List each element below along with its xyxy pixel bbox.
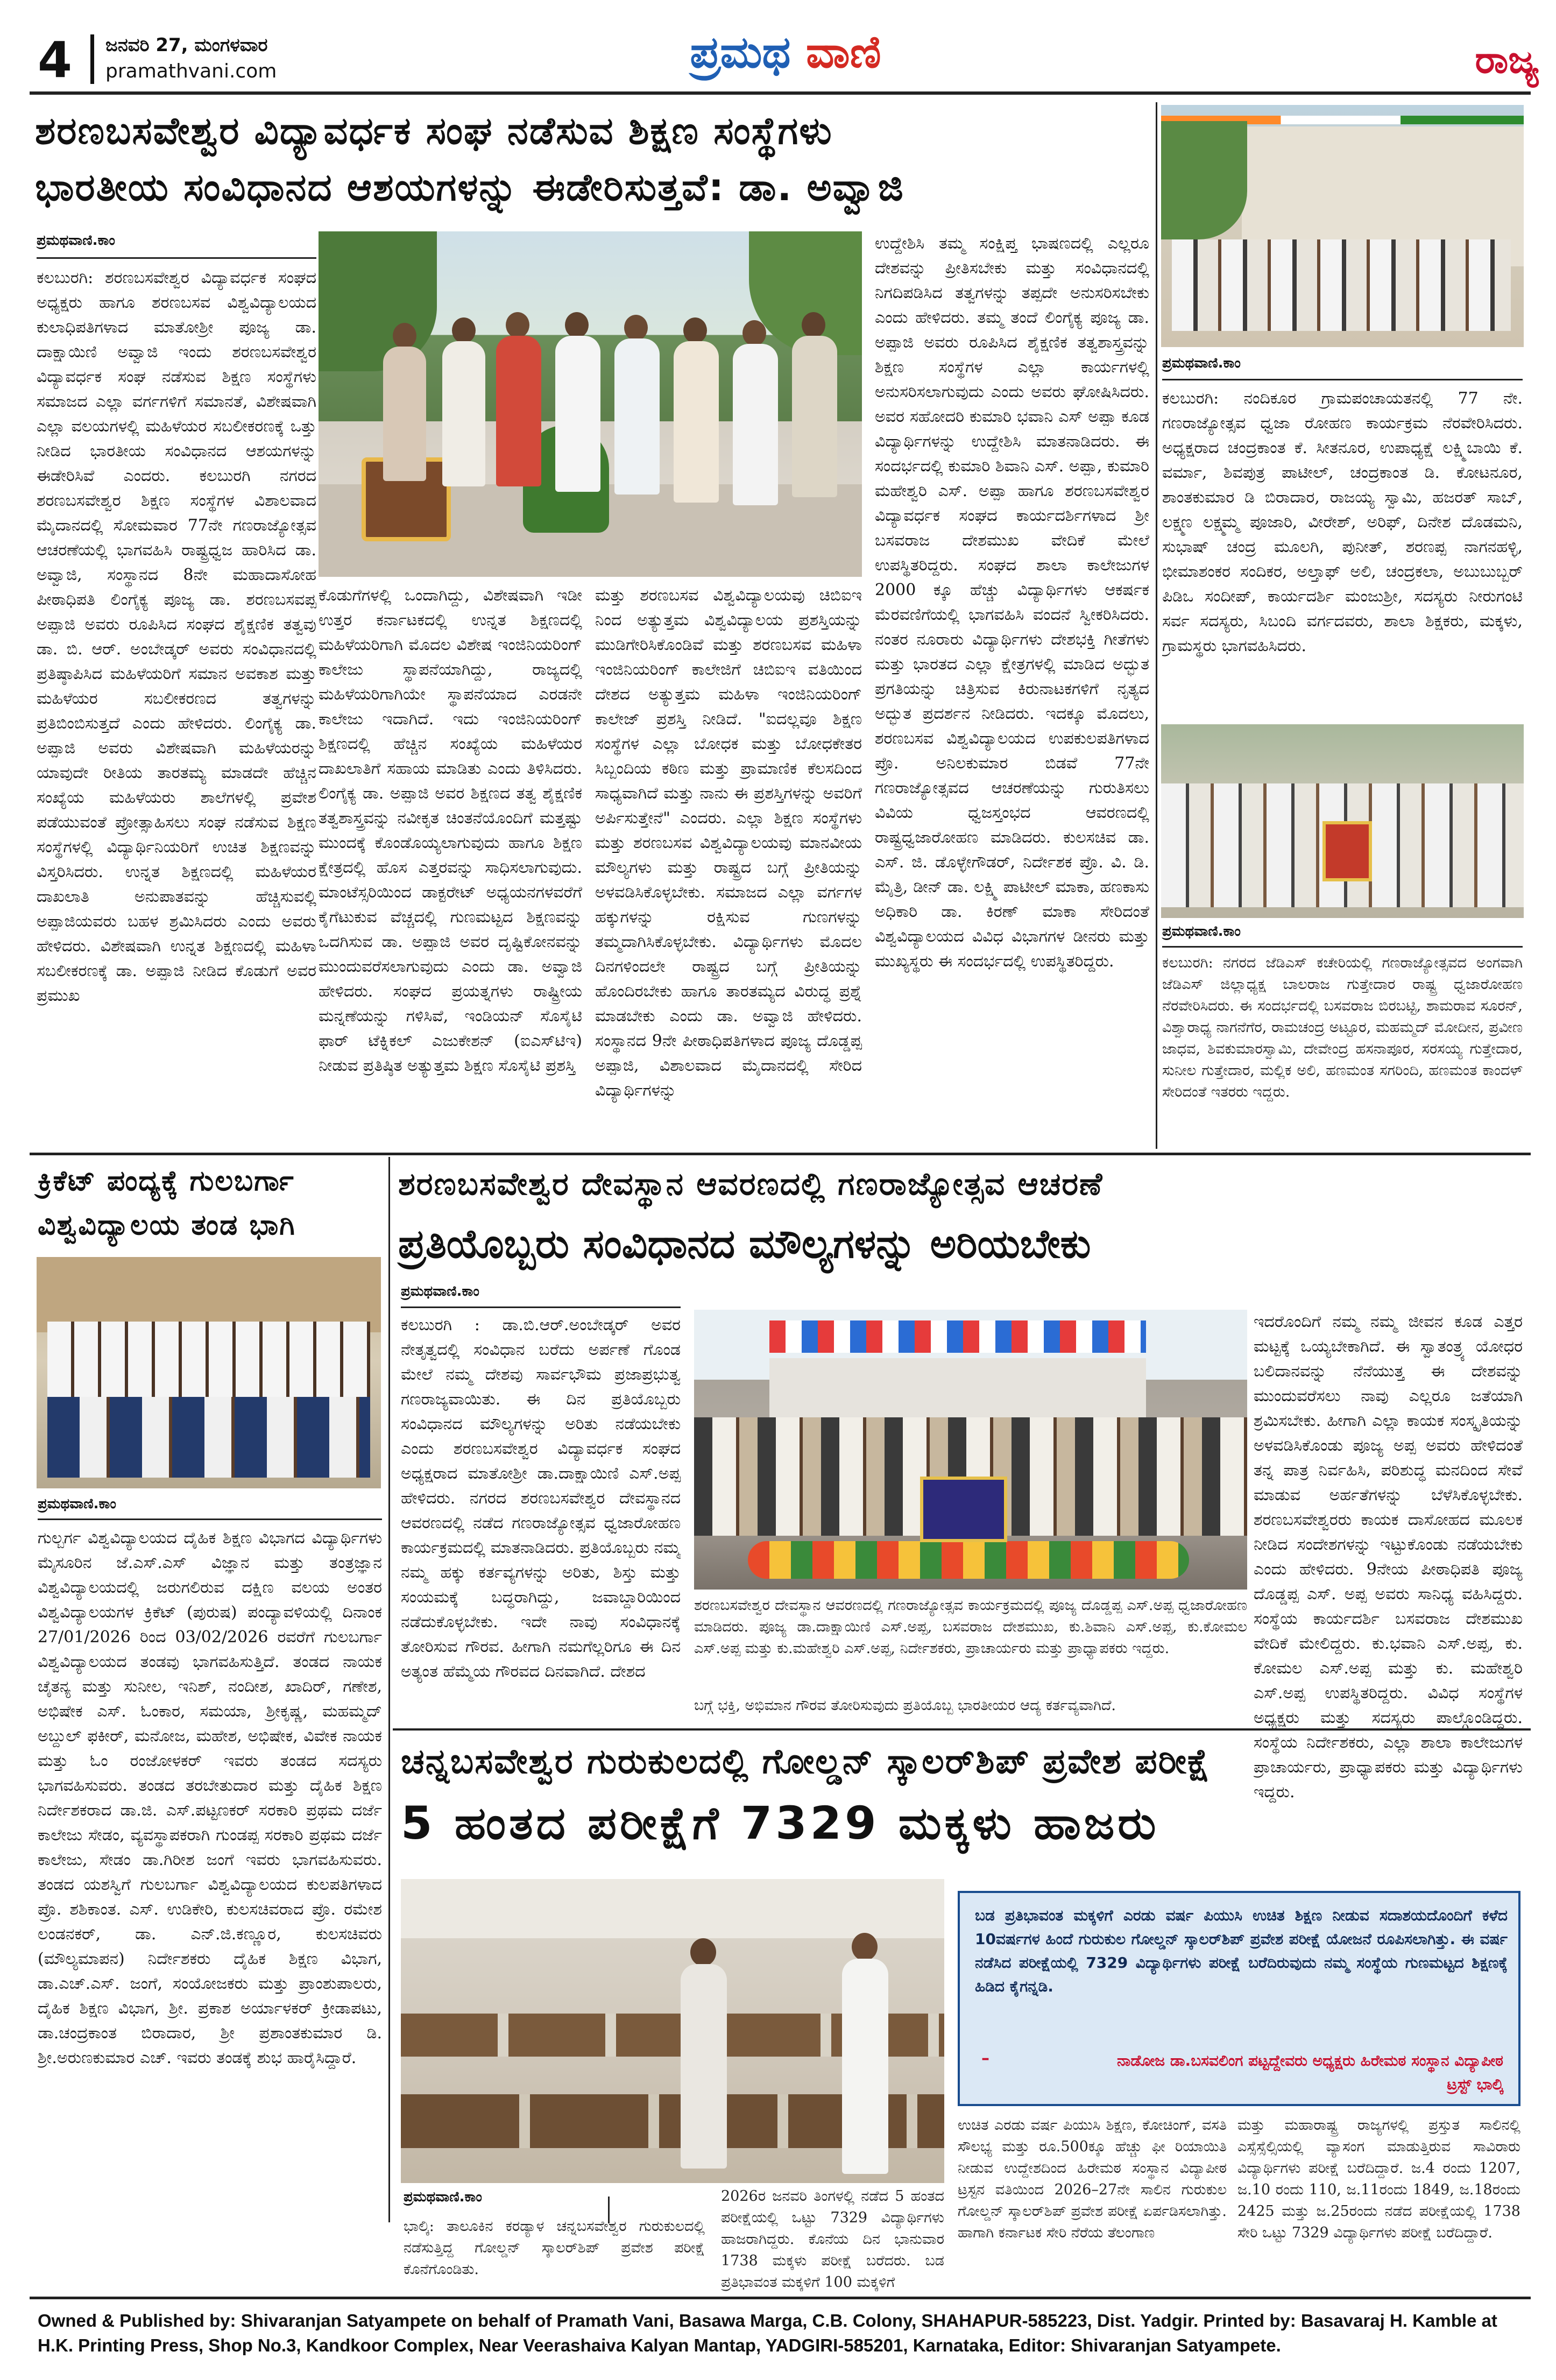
credit-rule xyxy=(1162,946,1523,948)
story4-headline-line2: ವಿಶ್ವವಿದ್ಯಾಲಯ ತಂಡ ಭಾಗಿ xyxy=(38,1209,296,1241)
column-divider xyxy=(1156,102,1157,1149)
story1-col2: ಕೊಡುಗೆಗಳಲ್ಲಿ ಒಂದಾಗಿದ್ದು, ವಿಶೇಷವಾಗಿ ಇಡೀ ಉತ್ತರ ಕರ್ನಾಟಕದಲ್ಲಿ ಉನ್ನತ ಶಿಕ್ಷಣದಲ್ಲಿ ಮಹಿಳೆಯರಿಗಾಗಿ ಮೊದಲ ವಿಶೇಷ ಇಂಜಿನಿಯರಿಂಗ್ ಕಾಲೇಜು ಸ್ಥಾಪನೆಯಾಗಿದ್ದು, ರಾಜ್ಯದಲ್ಲಿ ಮಹಿಳೆಯರಿಗಾಗಿಯೇ ಸ್ಥಾಪನೆಯಾದ ಎರಡನೇ ಕಾಲೇಜು ಇದಾಗಿದೆ. ಇದು ಇಂಜಿನಿಯರಿಂಗ್ ಶಿಕ್ಷಣದಲ್ಲಿ ಹೆಚ್ಚಿನ ಸಂಖ್ಯೆಯ ಮಹಿಳೆಯರ ದಾಖಲಾತಿಗೆ ಸಹಾಯ ಮಾಡಿತು ಎಂದು ತಿಳಿಸಿದರು. ಲಿಂಗೈಕ್ಯ ಡಾ. ಅಪ್ಪಾಜಿ ಅವರ ಶಿಕ್ಷಣದ ತತ್ವ ಶೈಕ್ಷಣಿಕ ತತ್ವಶಾಸ್ತ್ರವನ್ನು ನವೀಕೃತ ಚಿಂತನೆಯೊಂದಿಗೆ ಮತ್ತಷ್ಟು ಮುಂದಕ್ಕೆ ಕೊಂಡೊಯ್ಯಲಾಗುವುದು ಹಾಗೂ ಶಿಕ್ಷಣ ಕ್ಷೇತ್ರದಲ್ಲಿ ಹೊಸ ಎತ್ತರವನ್ನು ಸಾಧಿಸಲಾಗುವುದು. ಮಾಂಟೆಸ್ಸರಿಯಿಂದ ಡಾಕ್ಟರೇಟ್ ಅಧ್ಯಯನಗಳವರೆಗೆ ಕೈಗೆಟುಕುವ ವೆಚ್ಚದಲ್ಲಿ ಗುಣಮಟ್ಟದ ಶಿಕ್ಷಣವನ್ನು ಒದಗಿಸುವ ಡಾ. ಅಪ್ಪಾಜಿ ಅವರ ದೃಷ್ಟಿಕೋನವನ್ನು ಮುಂದುವರೆಸಲಾಗುವುದು ಎಂದು ಡಾ. ಅವ್ವಾಜಿ ಹೇಳಿದರು. ಸಂಘದ ಪ್ರಯತ್ನಗಳು ರಾಷ್ಟ್ರೀಯ ಮನ್ನಣೆಯನ್ನು ಗಳಿಸಿವೆ, ಇಂಡಿಯನ್ ಸೊಸೈಟಿ ಫಾರ್ ಟೆಕ್ನಿಕಲ್ ಎಜುಕೇಶನ್ (ಐಎಸ್‌ಟಿಇ) ನೀಡುವ ಪ್ರತಿಷ್ಠಿತ ಅತ್ಯುತ್ತಮ ಶಿಕ್ಷಣ ಸೊಸೈಟಿ ಪ್ರಶಸ್ತಿ xyxy=(319,586,582,1075)
story3-credit: ಪ್ರಮಥವಾಣಿ.ಕಾಂ xyxy=(1162,923,1241,940)
masthead-rule xyxy=(30,91,1531,95)
page-number: 4 xyxy=(38,31,73,89)
logo-part2: ವಾಣಿ xyxy=(806,27,881,78)
section-rule xyxy=(393,1728,1531,1731)
story4-photo xyxy=(37,1257,381,1488)
masthead-date: ಜನವರಿ 27, ಮಂಗಳವಾರ xyxy=(105,34,268,56)
quote-attribution: ನಾಡೋಜ ಡಾ.ಬಸವಲಿಂಗ ಪಟ್ಟದ್ದೇವರು ಅಧ್ಯಕ್ಷರು ಹಿರೇಮಠ ಸಂಸ್ಥಾನ ವಿದ್ಯಾಪೀಠ ಟ್ರಸ್ಟ್ ಭಾಲ್ಕಿ xyxy=(1116,2052,1503,2093)
credit-rule xyxy=(38,1519,382,1520)
story6-credit: ಪ್ರಮಥವಾಣಿ.ಕಾಂ xyxy=(404,2189,482,2205)
floor-rangoli xyxy=(748,1541,1189,1579)
story1-photo xyxy=(319,231,862,577)
crowd-shape xyxy=(1172,239,1511,331)
story2-photo xyxy=(1161,105,1524,347)
building-shape xyxy=(37,1257,381,1332)
portrait-frame xyxy=(920,1477,1007,1542)
credit-rule xyxy=(1162,379,1523,380)
story4-credit: ಪ್ರಮಥವಾಣಿ.ಕಾಂ xyxy=(38,1496,116,1512)
team-front-row xyxy=(47,1397,370,1478)
story3-body: ಕಲಬುರಗಿ: ನಗರದ ಜೆಡಿಎಸ್ ಕಚೇರಿಯಲ್ಲಿ ಗಣರಾಜ್ಯೋತ್ಸವದ ಅಂಗವಾಗಿ ಜೆಡಿಎಸ್ ಜಿಲ್ಲಾಧ್ಯಕ್ಷ ಬಾಲರಾಜ ಗುತ್ತೇದಾರ ರಾಷ್ಟ್ರ ಧ್ವಜಾರೋಹಣ ನೆರವೇರಿಸಿದರು. ಈ ಸಂದರ್ಭದಲ್ಲಿ ಬಸವರಾಜ ಬಿರಬಟ್ಟಿ, ಶಾಮರಾವ ಸೂರನ್, ವಿಶ್ವಾರಾಧ್ಯ ನಾಗನೆಗೆರ, ರಾಮಚಂದ್ರ ಅಟ್ಟೂರ, ಮಹಮ್ಮದ್ ಮೋದೀನ, ಪ್ರವೀಣ ಜಾಧವ, ಶಿವಕುಮಾರಸ್ವಾಮಿ, ದೇವೇಂದ್ರ ಹಸನಾಪೂರ, ಸರಸಯ್ಯ ಗುತ್ತೇದಾರ, ಸುನೀಲ ಗುತ್ತೇದಾರ, ಮಲ್ಲಿಕ ಅಲಿ, ಹಣಮಂತ ಸಗರಿಂದಿ, ಹಣಮಂತ ಕಾಂದಳ್ ಸೇರಿದಂತೆ ಇತರರು ಇದ್ದರು. xyxy=(1162,955,1523,1100)
story6-col2: ಉಚಿತ ಎರಡು ವರ್ಷ ಪಿಯುಸಿ ಶಿಕ್ಷಣ, ಕೋಚಿಂಗ್, ವಸತಿ ಸೌಲಭ್ಯ ಮತ್ತು ರೂ.500ಕ್ಕೂ ಹೆಚ್ಚು ಫೀ ರಿಯಾಯಿತಿ ನೀಡುವ ಉದ್ದೇಶದಿಂದ ಹಿರೇಮಠ ಸಂಸ್ಥಾನ ವಿದ್ಯಾಪೀಠ ಟ್ರಸ್ಟನ ವತಿಯಿಂದ 2026–27ನೇ ಸಾಲಿನ ಗುರುಕುಲ ಗೋಲ್ಡನ್ ಸ್ಕಾಲರ್‌ಶಿಪ್ ಪ್ರವೇಶ ಪರೀಕ್ಷೆ ಏರ್ಪಡಿಸಲಾಗಿತ್ತು. ಹಾಗಾಗಿ ಕರ್ನಾಟಕ ಸೇರಿ ನೆರೆಯ ತೆಲಂಗಾಣ xyxy=(958,2117,1227,2241)
story1-headline-line1: ಶರಣಬಸವೇಶ್ವರ ವಿದ್ಯಾವರ್ಧಕ ಸಂಘ ನಡೆಸುವ ಶಿಕ್ಷಣ ಸಂಸ್ಥೆಗಳು xyxy=(35,109,833,153)
story4-headline-line1: ಕ್ರಿಕೆಟ್ ಪಂದ್ಯಕ್ಕೆ ಗುಲಬರ್ಗಾ xyxy=(38,1165,295,1197)
story1-credit: ಪ್ರಮಥವಾಣಿ.ಕಾಂ xyxy=(37,232,115,249)
story5-photo xyxy=(694,1310,1247,1590)
story6-headline-line1: ಚನ್ನಬಸವೇಶ್ವರ ಗುರುಕುಲದಲ್ಲಿ ಗೋಲ್ಡನ್ ಸ್ಕಾಲರ್‌ಶಿಪ್ ಪ್ರವೇಶ ಪರೀಕ್ಷೆ xyxy=(401,1742,1211,1782)
story3-photo xyxy=(1161,724,1524,918)
quote-attribution-dash: – xyxy=(981,2049,989,2068)
story6-headline-line2: 5 ಹಂತದ ಪರೀಕ್ಷೆಗೆ 7329 ಮಕ್ಕಳು ಹಾಜರು xyxy=(401,1797,1159,1849)
story6-col3: ಮತ್ತು ಮಹಾರಾಷ್ಟ್ರ ರಾಜ್ಯಗಳಲ್ಲಿ ಪ್ರಸ್ತುತ ಸಾಲಿನಲ್ಲಿ ಎಸ್ಸೆಸ್ಸೆಲ್ಸಿಯಲ್ಲಿ ವ್ಯಾಸಂಗ ಮಾಡುತ್ತಿರುವ ಸಾವಿರಾರು ವಿದ್ಯಾರ್ಥಿಗಳು ಪರೀಕ್ಷೆ ಬರೆದಿದ್ದಾರೆ. ಜ.4 ರಂದು 1207, ಜ.10 ರಂದು 110, ಜ.11ರಂದು 1849, ಜ.18ರಂದು 2425 ಮತ್ತು ಜ.25ರಂದು ನಡೆದ ಪರೀಕ್ಷೆಯಲ್ಲಿ 1738 ಸೇರಿ ಒಟ್ಟು 7329 ವಿದ್ಯಾರ್ಥಿಗಳು ಪರೀಕ್ಷೆ ಬರೆದಿದ್ದಾರೆ. xyxy=(1237,2117,1520,2241)
story1-col3: ಮತ್ತು ಶರಣಬಸವ ವಿಶ್ವವಿದ್ಯಾಲಯವು ಚಿಬಿಐಇ ನಿಂದ ಅತ್ಯುತ್ತಮ ವಿಶ್ವವಿದ್ಯಾಲಯ ಪ್ರಶಸ್ತಿಯನ್ನು ಮುಡಿಗೇರಿಸಿಕೊಂಡಿವೆ ಮತ್ತು ಶರಣಬಸವ ಮಹಿಳಾ ಇಂಜಿನಿಯರಿಂಗ್ ಕಾಲೇಜಿಗೆ ಚಿಬಿಐಇ ವತಿಯಿಂದ ದೇಶದ ಅತ್ಯುತ್ತಮ ಮಹಿಳಾ ಇಂಜಿನಿಯರಿಂಗ್ ಕಾಲೇಜ್ ಪ್ರಶಸ್ತಿ ನೀಡಿದೆ. "ಐದಲ್ಲವೂ ಶಿಕ್ಷಣ ಸಂಸ್ಥೆಗಳ ಎಲ್ಲಾ ಬೋಧಕ ಮತ್ತು ಬೋಧಕೇತರ ಸಿಬ್ಬಂದಿಯ ಕಠಿಣ ಮತ್ತು ಪ್ರಾಮಾಣಿಕ ಕೆಲಸದಿಂದ ಸಾಧ್ಯವಾಗಿದೆ ಮತ್ತು ನಾನು ಈ ಪ್ರಶಸ್ತಿಗಳನ್ನು ಅವರಿಗೆ ಅರ್ಪಿಸುತ್ತೇನೆ" ಎಂದರು. ಎಲ್ಲಾ ಶಿಕ್ಷಣ ಸಂಸ್ಥೆಗಳು ಮತ್ತು ಶರಣಬಸವ ವಿಶ್ವವಿದ್ಯಾಲಯವು ಮಾನವೀಯ ಮೌಲ್ಯಗಳು ಮತ್ತು ರಾಷ್ಟ್ರದ ಬಗ್ಗೆ ಪ್ರೀತಿಯನ್ನು ಅಳವಡಿಸಿಕೊಳ್ಳಬೇಕು. ಸಮಾಜದ ಎಲ್ಲಾ ವರ್ಗಗಳ ಹಕ್ಕುಗಳನ್ನು ರಕ್ಷಿಸುವ ಗುಣಗಳನ್ನು ತಮ್ಮದಾಗಿಸಿಕೊಳ್ಳಬೇಕು. ವಿದ್ಯಾರ್ಥಿಗಳು ಮೊದಲ ದಿನಗಳಿಂದಲೇ ರಾಷ್ಟ್ರದ ಬಗ್ಗೆ ಪ್ರೀತಿಯನ್ನು ಹೊಂದಿರಬೇಕು ಹಾಗೂ ತಾರತಮ್ಯದ ವಿರುದ್ಧ ಪ್ರಶ್ನೆ ಮಾಡಬೇಕು ಎಂದು ಡಾ. ಅವ್ವಾಜಿ ಹೇಳಿದರು. ಸಂಸ್ಥಾನದ 9ನೇ ಪೀಠಾಧಿಪತಿಗಳಾದ ಪೂಜ್ಯ ದೊಡ್ಡಪ್ಪ ಅಪ್ಪಾಜಿ, ವಿಶಾಲವಾದ ಮೈದಾನದಲ್ಲಿ ಸೇರಿದ ವಿದ್ಯಾರ್ಥಿಗಳನ್ನು xyxy=(595,586,862,1100)
portrait-frame xyxy=(1322,821,1372,881)
story6-col1-lead: ಭಾಲ್ಕಿ: ತಾಲೂಕಿನ ಕರಡ್ಯಾಳ ಚನ್ನಬಸವೇಶ್ವರ ಗುರುಕುಲದಲ್ಲಿ ನಡೆಸುತ್ತಿದ್ದ ಗೋಲ್ಡನ್ ಸ್ಕಾಲರ್‌ಶಿಪ್ ಪ್ರವೇಶ ಪರೀಕ್ಷೆ ಕೊನೆಗೊಂಡಿತು. xyxy=(404,2218,705,2278)
masthead-website[interactable]: pramathvani.com xyxy=(105,60,277,82)
logo-part1: ಪ್ರಮಥ xyxy=(690,27,791,78)
section-rule xyxy=(30,1153,1531,1155)
section-label: ರಾಜ್ಯ xyxy=(1475,38,1539,82)
story1-col1: ಕಲಬುರಗಿ: ಶರಣಬಸವೇಶ್ವರ ವಿದ್ಯಾವರ್ಧಕ ಸಂಘದ ಅಧ್ಯಕ್ಷರು ಹಾಗೂ ಶರಣಬಸವ ವಿಶ್ವವಿದ್ಯಾಲಯದ ಕುಲಾಧಿಪತಿಗಳಾದ ಮಾತೋಶ್ರೀ ಪೂಜ್ಯ ಡಾ. ದಾಕ್ಷಾಯಿಣಿ ಅವ್ವಾಜಿ ಇಂದು ಶರಣಬಸವೇಶ್ವರ ವಿದ್ಯಾವರ್ಧಕ ಸಂಘ ನಡೆಸುವ ಶಿಕ್ಷಣ ಸಂಸ್ಥೆಗಳು ಸಮಾಜದ ಎಲ್ಲಾ ವರ್ಗಗಳಿಗೆ ಸಮಾನತೆ, ವಿಶೇಷವಾಗಿ ಎಲ್ಲಾ ವಲಯಗಳಲ್ಲಿ ಮಹಿಳೆಯರ ಸಬಲೀಕರಣಕ್ಕೆ ಒತ್ತು ನೀಡಿದ ಭಾರತೀಯ ಸಂವಿಧಾನದ ಆಶಯಗಳನ್ನು ಈಡೇರಿಸಿವೆ ಎಂದರು. ಕಲಬುರಗಿ ನಗರದ ಶರಣಬಸವೇಶ್ವರ ಶಿಕ್ಷಣ ಸಂಸ್ಥೆಗಳ ವಿಶಾಲವಾದ ಮೈದಾನದಲ್ಲಿ ಸೋಮವಾರ 77ನೇ ಗಣರಾಜ್ಯೋತ್ಸವ ಆಚರಣೆಯಲ್ಲಿ ಭಾಗವಹಿಸಿ ರಾಷ್ಟ್ರಧ್ವಜ ಹಾರಿಸಿದ ಡಾ. ಅವ್ವಾಜಿ, ಸಂಸ್ಥಾನದ 8ನೇ ಮಹಾದಾಸೋಹ ಪೀಠಾಧಿಪತಿ ಲಿಂಗೈಕ್ಯ ಪೂಜ್ಯ ಡಾ. ಶರಣಬಸವಪ್ಪ ಅಪ್ಪಾಜಿ ಅವರು ರೂಪಿಸಿದ ಸಂಘದ ಶೈಕ್ಷಣಿಕ ತತ್ವವು ಡಾ. ಬಿ. ಆರ್. ಅಂಬೇಡ್ಕರ್ ಅವರು ಸಂವಿಧಾನದಲ್ಲಿ ಪ್ರತಿಷ್ಠಾಪಿಸಿದ ಮಹಿಳೆಯರಿಗೆ ಸಮಾನ ಅವಕಾಶ ಮತ್ತು ಮಹಿಳೆಯರ ಸಬಲೀಕರಣದ ತತ್ವಗಳನ್ನು ಪ್ರತಿಬಿಂಬಿಸುತ್ತದೆ ಎಂದು ಹೇಳಿದರು. ಲಿಂಗೈಕ್ಯ ಡಾ. ಅಪ್ಪಾಜಿ ಅವರು ವಿಶೇಷವಾಗಿ ಮಹಿಳೆಯರನ್ನು ಯಾವುದೇ ರೀತಿಯ ತಾರತಮ್ಯ ಮಾಡದೇ ಹೆಚ್ಚಿನ ಸಂಖ್ಯೆಯ ಮಹಿಳೆಯರು ಶಾಲೆಗಳಲ್ಲಿ ಪ್ರವೇಶ ಪಡೆಯುವಂತೆ ಪ್ರೋತ್ಸಾಹಿಸಲು ಸಂಘ ನಡೆಸುವ ಶಿಕ್ಷಣ ಸಂಸ್ಥೆಗಳಲ್ಲಿ ವಿದ್ಯಾರ್ಥಿನಿಯರಿಗೆ ಉಚಿತ ಶಿಕ್ಷಣವನ್ನು ವಿಸ್ತರಿಸಿದರು. ಉನ್ನತ ಶಿಕ್ಷಣದಲ್ಲಿ ಮಹಿಳೆಯರ ದಾಖಲಾತಿ ಅನುಪಾತವನ್ನು ಹೆಚ್ಚಿಸುವಲ್ಲಿ ಅಪ್ಪಾಜಿಯವರು ಬಹಳ ಶ್ರಮಿಸಿದರು ಎಂದು ಅವರು ಹೇಳಿದರು. ವಿಶೇಷವಾಗಿ ಉನ್ನತ ಶಿಕ್ಷಣದಲ್ಲಿ ಮಹಿಳಾ ಸಬಲೀಕರಣಕ್ಕೆ ಡಾ. ಅಪ್ಪಾಜಿ ನೀಡಿದ ಕೊಡುಗೆ ಅವರ ಪ್ರಮುಖ xyxy=(37,269,316,1005)
footer-rule xyxy=(30,2297,1531,2299)
masthead-divider xyxy=(90,34,94,84)
column-divider xyxy=(388,1157,390,2222)
story5-headline-line2: ಪ್ರತಿಯೊಬ್ಬರು ಸಂವಿಧಾನದ ಮೌಲ್ಯಗಳನ್ನು ಅರಿಯಬೇಕು xyxy=(398,1221,1091,1267)
credit-rule xyxy=(37,257,316,259)
ceiling-shape xyxy=(401,1879,944,1938)
masthead-logo xyxy=(635,26,936,80)
quote-text: ಬಡ ಪ್ರತಿಭಾವಂತ ಮಕ್ಕಳಿಗೆ ಎರಡು ವರ್ಷ ಪಿಯುಸಿ ಉಚಿತ ಶಿಕ್ಷಣ ನೀಡುವ ಸದಾಶಯದೊಂದಿಗೆ ಕಳೆದ 10ವರ್ಷಗಳ ಹಿಂದೆ ಗುರುಕುಲ ಗೋಲ್ಡನ್ ಸ್ಕಾಲರ್‌ಶಿಪ್ ಪ್ರವೇಶ ಪರೀಕ್ಷೆ ಯೋಜನೆ ರೂಪಿಸಲಾಗಿತ್ತು. ಈ ವರ್ಷ ನಡೆಸಿದ ಪರೀಕ್ಷೆಯಲ್ಲಿ 7329 ವಿದ್ಯಾರ್ಥಿಗಳು ಪರೀಕ್ಷೆ ಬರೆದಿರುವುದು ನಮ್ಮ ಸಂಸ್ಥೆಯ ಗುಣಮಟ್ಟದ ಶಿಕ್ಷಣಕ್ಕೆ ಹಿಡಿದ ಕೈಗನ್ನಡಿ. xyxy=(975,1906,1508,1995)
tree-shape xyxy=(1161,121,1247,239)
story6-quote-box xyxy=(958,1891,1520,2106)
story5-headline-line1: ಶರಣಬಸವೇಶ್ವರ ದೇವಸ್ಥಾನ ಆವರಣದಲ್ಲಿ ಗಣರಾಜ್ಯೋತ್ಸವ ಆಚರಣೆ xyxy=(398,1166,1104,1202)
story4-body: ಗುಲ್ಬರ್ಗ ವಿಶ್ವವಿದ್ಯಾಲಯದ ದೈಹಿಕ ಶಿಕ್ಷಣ ವಿಭಾಗದ ವಿದ್ಯಾರ್ಥಿಗಳು ಮೈಸೂರಿನ ಜೆ.ಎಸ್.ಎಸ್ ವಿಜ್ಞಾನ ಮತ್ತು ತಂತ್ರಜ್ಞಾನ ವಿಶ್ವವಿದ್ಯಾಲಯದಲ್ಲಿ ಜರುಗಲಿರುವ ದಕ್ಷಿಣ ವಲಯ ಅಂತರ ವಿಶ್ವವಿದ್ಯಾಲಯಗಳ ಕ್ರಿಕೆಟ್ (ಪುರುಷ) ಪಂದ್ಯಾವಳಿಯಲ್ಲಿ ದಿನಾಂಕ 27/01/2026 ರಿಂದ 03/02/2026 ರವರೆಗೆ ಗುಲಬರ್ಗಾ ವಿಶ್ವವಿದ್ಯಾಲಯದ ತಂಡವು ಭಾಗವಹಿಸುತ್ತಿದೆ. ತಂಡದ ನಾಯಕ ಚೈತನ್ಯ ಮತ್ತು ಸುನೀಲ, ಇನಿಶ್, ನಂದೀಶ, ಖಾದಿರ್, ಗಣೇಶ, ಅಭಿಷೇಕ ಎಸ್. ಓಂಕಾರ, ಸಮಯಾ, ಶ್ರೀಕೃಷ್ಣ, ಮಹಮ್ಮದ್ ಅಬ್ದುಲ್ ಫಕೀರ್, ಮನೋಜ, ಮಹೇಶ, ಅಭಿಷೇಕ, ವಿವೇಕ ನಾಯಕ ಮತ್ತು ಓಂ ರಂಜೋಳಕರ್ ಇವರು ತಂಡದ ಸದಸ್ಯರು ಭಾಗವಹಿಸುವರು. ತಂಡದ ತರಬೇತುದಾರ ಮತ್ತು ದೈಹಿಕ ಶಿಕ್ಷಣ ನಿರ್ದೇಶಕರಾದ ಡಾ.ಜಿ. ಎಸ್.ಪಟ್ಟಣಕರ್ ಸರಕಾರಿ ಪ್ರಥಮ ದರ್ಜೆ ಕಾಲೇಜು ಸೇಡಂ, ವ್ಯವಸ್ಥಾಪಕರಾಗಿ ಗುಂಡಪ್ಪ ಸರಕಾರಿ ಪ್ರಥಮ ದರ್ಜೆ ಕಾಲೇಜು, ಸೇಡಂ ಡಾ.ಗಿರೀಶ ಜಂಗೆ ಇವರು ಭಾಗವಹಿಸುವರು. ತಂಡದ ಯಶಸ್ವಿಗೆ ಗುಲಬರ್ಗಾ ವಿಶ್ವವಿದ್ಯಾಲಯದ ಕುಲಪತಿಗಳಾದ ಪ್ರೊ. ಶಶಿಕಾಂತ. ಎಸ್. ಉಡಿಕೇರಿ, ಕುಲಸಚಿವರಾದ ಪ್ರೊ. ರಮೇಶ ಲಂಡನಕರ್, ಡಾ. ಎನ್.ಜಿ.ಕಣ್ಣೂರ, ಕುಲಸಚಿವರು (ಮೌಲ್ಯಮಾಪನ) ನಿರ್ದೇಶಕರು ದೈಹಿಕ ಶಿಕ್ಷಣ ವಿಭಾಗ, ಡಾ.ಎಚ್.ಎಸ್. ಜಂಗೆ, ಸಂಯೋಜಕರು ಮತ್ತು ಪ್ರಾಂಶುಪಾಲರು, ದೈಹಿಕ ಶಿಕ್ಷಣ ವಿಭಾಗ, ಶ್ರೀ. ಪ್ರಕಾಶ ಅರ್ಯಾಳಕರ್ ಕ್ರೀಡಾಪಟು, ಡಾ.ಚಂದ್ರಕಾಂತ ಬಿರಾದಾರ, ಶ್ರೀ ಪ್ರಶಾಂತಕುಮಾರ ಡಿ. ಶ್ರೀ.ಅರುಣಕುಮಾರ ಎಚ್. ಇವರು ತಂಡಕ್ಕೆ ಶುಭ ಹಾರೈಸಿದ್ದಾರೆ. xyxy=(38,1529,382,2067)
story5-photo-caption: ಶರಣಬಸವೇಶ್ವರ ದೇವಸ್ಥಾನ ಆವರಣದಲ್ಲಿ ಗಣರಾಜ್ಯೋತ್ಸವ ಕಾರ್ಯಕ್ರಮದಲ್ಲಿ ಪೂಜ್ಯ ದೊಡ್ಡಪ್ಪ ಎಸ್.ಅಪ್ಪ ಧ್ವಜಾರೋಹಣ ಮಾಡಿದರು. ಪೂಜ್ಯ ಡಾ.ದಾಕ್ಷಾಯಿಣಿ ಎಸ್.ಅಪ್ಪ, ಬಸವರಾಜ ದೇಶಮುಖ, ಕು.ಶಿವಾನಿ ಎಸ್.ಅಪ್ಪ, ಕು.ಕೋಮಲ ಎಸ್.ಅಪ್ಪ ಮತ್ತು ಕು.ಮಹೇಶ್ವರಿ ಎಸ್.ಅಪ್ಪ, ನಿರ್ದೇಶಕರು, ಪ್ರಾಚಾರ್ಯರು ಮತ್ತು ಪ್ರಾಧ್ಯಾಪಕರು ಇದ್ದರು. xyxy=(694,1597,1247,1657)
story5-col1: ಕಲಬುರಗಿ : ಡಾ.ಬಿ.ಆರ್.ಅಂಬೇಡ್ಕರ್ ಅವರ ನೇತೃತ್ವದಲ್ಲಿ ಸಂವಿಧಾನ ಬರೆದು ಅರ್ಪಣೆ ಗೊಂಡ ಮೇಲೆ ನಮ್ಮ ದೇಶವು ಸಾರ್ವಭೌಮ ಪ್ರಜಾಪ್ರಭುತ್ವ ಗಣರಾಜ್ಯವಾಯಿತು. ಈ ದಿನ ಪ್ರತಿಯೊಬ್ಬರು ಸಂವಿಧಾನದ ಮೌಲ್ಯಗಳನ್ನು ಅರಿತು ನಡೆಯಬೇಕು ಎಂದು ಶರಣಬಸವೇಶ್ವರ ವಿದ್ಯಾವರ್ಧಕ ಸಂಘದ ಅಧ್ಯಕ್ಷರಾದ ಮಾತೋಶ್ರೀ ಡಾ.ದಾಕ್ಷಾಯಿಣಿ ಎಸ್.ಅಪ್ಪ ಹೇಳಿದರು. ನಗರದ ಶರಣಬಸವೇಶ್ವರ ದೇವಸ್ಥಾನದ ಆವರಣದಲ್ಲಿ ನಡೆದ ಗಣರಾಜ್ಯೋತ್ಸವ ಧ್ವಜಾರೋಹಣ ಕಾರ್ಯಕ್ರಮದಲ್ಲಿ ಮಾತನಾಡಿದರು. ಪ್ರತಿಯೊಬ್ಬರು ನಮ್ಮ ನಮ್ಮ ಹಕ್ಕು ಕರ್ತವ್ಯಗಳನ್ನು ಅರಿತು, ಶಿಸ್ತು ಮತ್ತು ಸಂಯಮಕ್ಕೆ ಬದ್ಧರಾಗಿದ್ದು, ಜವಾಬ್ದಾರಿಯಿಂದ ನಡೆದುಕೊಳ್ಳಬೇಕು. ಇದೇ ನಾವು ಸಂವಿಧಾನಕ್ಕೆ ತೋರಿಸುವ ಗೌರವ. ಹೀಗಾಗಿ ನಮಗೆಲ್ಲರಿಗೂ ಈ ದಿನ ಅತ್ಯಂತ ಹೆಮ್ಮೆಯ ಗೌರವದ ದಿನವಾಗಿದೆ. ದೇಶದ xyxy=(401,1316,681,1681)
story2-body: ಕಲಬುರಗಿ: ನಂದಿಕೂರ ಗ್ರಾಮಪಂಚಾಯತನಲ್ಲಿ 77 ನೇ. ಗಣರಾಜ್ಯೋತ್ಸವ ಧ್ವಜಾ ರೋಹಣ ಕಾರ್ಯಕ್ರಮ ನೆರವೇರಿಸಿದರು. ಅಧ್ಯಕ್ಷರಾದ ಚಂದ್ರಕಾಂತ ಕೆ. ಸೀತನೂರ, ಉಪಾಧ್ಯಕ್ಷೆ ಲಕ್ಷ್ಮಿಬಾಯಿ ಕೆ. ವರ್ಮಾ, ಶಿವಪುತ್ರ ಪಾಟೀಲ್, ಚಂದ್ರಕಾಂತ ಡಿ. ಕೋಟನೂರ, ಶಾಂತಕುಮಾರ ಡಿ ಬಿರಾದಾರ, ರಾಜಯ್ಯ ಸ್ವಾಮಿ, ಹಜರತ್ ಸಾಬ್, ಲಕ್ಷ್ಮಣ ಲಕ್ಷ್ಮಮ್ಮ ಪೂಜಾರಿ, ವೀರೇಶ್, ಅರಿಫ್, ದಿನೇಶ ದೊಡಮನಿ, ಸುಭಾಷ್ ಚಂದ್ರ ಮೂಲಗಿ, ಪುನೀತ್, ಶರಣಪ್ಪ ನಾಗನಹಳ್ಳಿ, ಭೀಮಾಶಂಕರ ಸಂದಿಕರ, ಅಲ್ತಾಫ್ ಅಲಿ, ಚಂದ್ರಕಲಾ, ಅಬುಬುಬ್ಬರ್ ಪಿಡಿಒ ಸಂದೀಪ್, ಕಾರ್ಯದರ್ಶಿ ಮಂಜುಶ್ರೀ, ಸದಸ್ಯರು ನೀರುಗಂಟಿ ಸರ್ವ ಸದಸ್ಯರು, ಸಿಬಂದಿ ವರ್ಗದವರು, ಶಾಲಾ ಶಿಕ್ಷಕರು, ಮಕ್ಕಳು, ಗ್ರಾಮಸ್ಥರು ಭಾಗವಹಿಸಿದರು. xyxy=(1162,389,1523,655)
masthead xyxy=(0,0,1556,94)
story6-col1: 2026ರ ಜನವರಿ ತಿಂಗಳಲ್ಲಿ ನಡೆದ 5 ಹಂತದ ಪರೀಕ್ಷೆಯಲ್ಲಿ ಒಟ್ಟು 7329 ವಿದ್ಯಾರ್ಥಿಗಳು ಹಾಜರಾಗಿದ್ದರು. ಕೊನೆಯ ದಿನ ಭಾನುವಾರ 1738 ಮಕ್ಕಳು ಪರೀಕ್ಷೆ ಬರೆದರು. ಬಡ ಪ್ರತಿಭಾವಂತ ಮಕ್ಕಳಿಗೆ 100 ಮಕ್ಕಳಿಗೆ xyxy=(721,2188,944,2291)
story1-col4: ಉದ್ದೇಶಿಸಿ ತಮ್ಮ ಸಂಕ್ಷಿಪ್ತ ಭಾಷಣದಲ್ಲಿ ಎಲ್ಲರೂ ದೇಶವನ್ನು ಪ್ರೀತಿಸಬೇಕು ಮತ್ತು ಸಂವಿಧಾನದಲ್ಲಿ ನಿಗದಿಪಡಿಸಿದ ತತ್ವಗಳನ್ನು ತಪ್ಪದೇ ಅನುಸರಿಸಬೇಕು ಎಂದು ಹೇಳಿದರು. ತಮ್ಮ ತಂದೆ ಲಿಂಗೈಕ್ಯ ಪೂಜ್ಯ ಡಾ. ಅಪ್ಪಾಜಿ ಅವರು ರೂಪಿಸಿದ ಶೈಕ್ಷಣಿಕ ತತ್ವಶಾಸ್ತ್ರವನ್ನು ಶಿಕ್ಷಣ ಸಂಸ್ಥೆಗಳ ಎಲ್ಲಾ ಕಾರ್ಯಗಳಲ್ಲಿ ಅನುಸರಿಸಲಾಗುವುದು ಎಂದು ಅವರು ಘೋಷಿಸಿದರು. ಅವರ ಸಹೋದರಿ ಕುಮಾರಿ ಭವಾನಿ ಎಸ್ ಅಪ್ಪಾ ಕೂಡ ವಿದ್ಯಾರ್ಥಿಗಳನ್ನು ಉದ್ದೇಶಿಸಿ ಮಾತನಾಡಿದರು. ಈ ಸಂದರ್ಭದಲ್ಲಿ ಕುಮಾರಿ ಶಿವಾನಿ ಎಸ್. ಅಪ್ಪಾ, ಕುಮಾರಿ ಮಹೇಶ್ವರಿ ಎಸ್. ಅಪ್ಪಾ ಹಾಗೂ ಶರಣಬಸವೇಶ್ವರ ವಿದ್ಯಾವರ್ಧಕ ಸಂಘದ ಕಾರ್ಯದರ್ಶಿಗಳಾದ ಶ್ರೀ ಬಸವರಾಜ ದೇಶಮುಖ ವೇದಿಕೆ ಮೇಲೆ ಉಪಸ್ಥಿತರಿದ್ದರು. ಸಂಘದ ಶಾಲಾ ಕಾಲೇಜುಗಳ 2000 ಕ್ಕೂ ಹೆಚ್ಚು ವಿದ್ಯಾರ್ಥಿಗಳು ಆಕರ್ಷಕ ಮೆರವಣಿಗೆಯಲ್ಲಿ ಭಾಗವಹಿಸಿ ವಂದನೆ ಸ್ವೀಕರಿಸಿದರು. ನಂತರ ನೂರಾರು ವಿದ್ಯಾರ್ಥಿಗಳು ದೇಶಭಕ್ತಿ ಗೀತೆಗಳು ಮತ್ತು ಭಾರತದ ಎಲ್ಲಾ ಕ್ಷೇತ್ರಗಳಲ್ಲಿ ಮಾಡಿದ ಅದ್ಭುತ ಪ್ರಗತಿಯನ್ನು ಚಿತ್ರಿಸುವ ಕಿರುನಾಟಕಗಳಿಗೆ ನೃತ್ಯದ ಅದ್ಭುತ ಪ್ರದರ್ಶನ ನೀಡಿದರು. ಇದಕ್ಕೂ ಮೊದಲು, ಶರಣಬಸವ ವಿಶ್ವವಿದ್ಯಾಲಯದ ಉಪಕುಲಪತಿಗಳಾದ ಪ್ರೊ. ಅನಿಲಕುಮಾರ ಬಿಡವೆ 77ನೇ ಗಣರಾಜ್ಯೋತ್ಸವದ ಆಚರಣೆಯನ್ನು ಗುರುತಿಸಲು ವಿವಿಯ ಧ್ವಜಸ್ತಂಭದ ಆವರಣದಲ್ಲಿ ರಾಷ್ಟ್ರಧ್ವಜಾರೋಹಣ ಮಾಡಿದರು. ಕುಲಸಚಿವ ಡಾ. ಎಸ್. ಜಿ. ಡೊಳ್ಳೇಗೌಡರ್, ನಿರ್ದೇಶಕ ಪ್ರೊ. ವಿ. ಡಿ. ಮೈತ್ರಿ, ಡೀನ್ ಡಾ. ಲಕ್ಷ್ಮಿ ಪಾಟೀಲ್ ಮಾಕಾ, ಹಣಕಾಸು ಅಧಿಕಾರಿ ಡಾ. ಕಿರಣ್ ಮಾಕಾ ಸೇರಿದಂತೆ ವಿಶ್ವವಿದ್ಯಾಲಯದ ವಿವಿಧ ವಿಭಾಗಗಳ ಡೀನರು ಮತ್ತು ಮುಖ್ಯಸ್ಥರು ಈ ಸಂದರ್ಭದಲ್ಲಿ ಉಪಸ್ಥಿತರಿದ್ದರು. xyxy=(875,234,1149,971)
credit-rule xyxy=(401,1306,681,1308)
story6-photo xyxy=(401,1879,944,2183)
footer-imprint: Owned & Published by: Shivaranjan Satyampete on behalf of Pramath Vani, Basawa Marga, C.B. Colony, SHAHAPUR-585223, Dist. Yadgir. Printed by: Basavaraj H. Kamble at H.K. Printing Press, Shop No.3, Kandkoor Complex, Near Veerashaiva Kalyan Mantap, YADGIRI-585201, Karnataka, Editor: Shivaranjan Satyampete. xyxy=(38,2311,1497,2355)
flag-bunting xyxy=(769,1320,1146,1353)
story5-photo-caption-line2: ಬಗ್ಗೆ ಭಕ್ತಿ, ಅಭಿಮಾನ ಗೌರವ ತೋರಿಸುವುದು ಪ್ರತಿಯೊಬ್ಬ ಭಾರತೀಯರ ಆದ್ಯ ಕರ್ತವ್ಯವಾಗಿದೆ. xyxy=(694,1697,1116,1714)
story5-credit: ಪ್ರಮಥವಾಣಿ.ಕಾಂ xyxy=(401,1283,479,1300)
team-back-row xyxy=(47,1322,370,1402)
story5-col2: ಇದರೊಂದಿಗೆ ನಮ್ಮ ನಮ್ಮ ಜೀವನ ಕೂಡ ಎತ್ತರ ಮಟ್ಟಕ್ಕೆ ಒಯ್ಯಬೇಕಾಗಿದೆ. ಈ ಸ್ವಾತಂತ್ರ್ಯ ಯೋಧರ ಬಲಿದಾನವನ್ನು ನೆನೆಯುತ್ತ ಈ ದೇಶವನ್ನು ಮುಂದುವರೆಸಲು ನಾವು ಎಲ್ಲರೂ ಜತೆಯಾಗಿ ಶ್ರಮಿಸಬೇಕು. ಹೀಗಾಗಿ ಎಲ್ಲಾ ಕಾಯಕ ಸಂಸ್ಕೃತಿಯನ್ನು ಅಳವಡಿಸಿಕೊಂಡು ಪೂಜ್ಯ ಅಪ್ಪ ಅವರು ಹೇಳಿದಂತೆ ತನ್ನ ಪಾತ್ರ ನಿರ್ವಹಿಸಿ, ಪರಿಶುದ್ಧ ಮನದಿಂದ ಸೇವೆ ಮಾಡುವ ಅರ್ಹತೆಗಳನ್ನು ಬೆಳೆಸಿಕೊಳ್ಳಬೇಕು. ಶರಣಬಸವೇಶ್ವರರು ಕಾಯಕ ದಾಸೋಹದ ಮೂಲಕ ನೀಡಿದ ಸಂದೇಶಗಳನ್ನು ಇಟ್ಟುಕೊಂಡು ನಡೆಯಬೇಕು ಎಂದು ಹೇಳಿದರು. 9ನೇಯ ಪೀಠಾಧಿಪತಿ ಪೂಜ್ಯ ದೊಡ್ಡಪ್ಪ ಎಸ್. ಅಪ್ಪ ಅವರು ಸಾನಿಧ್ಯ ವಹಿಸಿದ್ದರು. ಸಂಸ್ಥೆಯ ಕಾರ್ಯದರ್ಶಿ ಬಸವರಾಜ ದೇಶಮುಖ ವೇದಿಕೆ ಮೇಲಿದ್ದರು. ಕು.ಭವಾನಿ ಎಸ್.ಅಪ್ಪ, ಕು. ಕೋಮಲ ಎಸ್.ಅಪ್ಪ ಮತ್ತು ಕು. ಮಹೇಶ್ವರಿ ಎಸ್.ಅಪ್ಪ ಉಪಸ್ಥಿತರಿದ್ದರು. ವಿವಿಧ ಸಂಸ್ಥೆಗಳ ಅಧ್ಯಕ್ಷರು ಮತ್ತು ಸದಸ್ಯರು ಪಾಲ್ಗೊಂಡಿದ್ದರು. ಸಂಸ್ಥೆಯ ನಿರ್ದೇಶಕರು, ಎಲ್ಲಾ ಶಾಲಾ ಕಾಲೇಜುಗಳ ಪ್ರಾಚಾರ್ಯರು, ಪ್ರಾಧ್ಯಾಪಕರು ಮತ್ತು ವಿದ್ಯಾರ್ಥಿಗಳು ಇದ್ದರು. xyxy=(1254,1312,1523,1802)
story2-credit: ಪ್ರಮಥವಾಣಿ.ಕಾಂ xyxy=(1162,355,1241,371)
story1-headline-line2: ಭಾರತೀಯ ಸಂವಿಧಾನದ ಆಶಯಗಳನ್ನು ಈಡೇರಿಸುತ್ತವೆ: ಡಾ. ಅವ್ವಾಜಿ xyxy=(35,165,904,209)
